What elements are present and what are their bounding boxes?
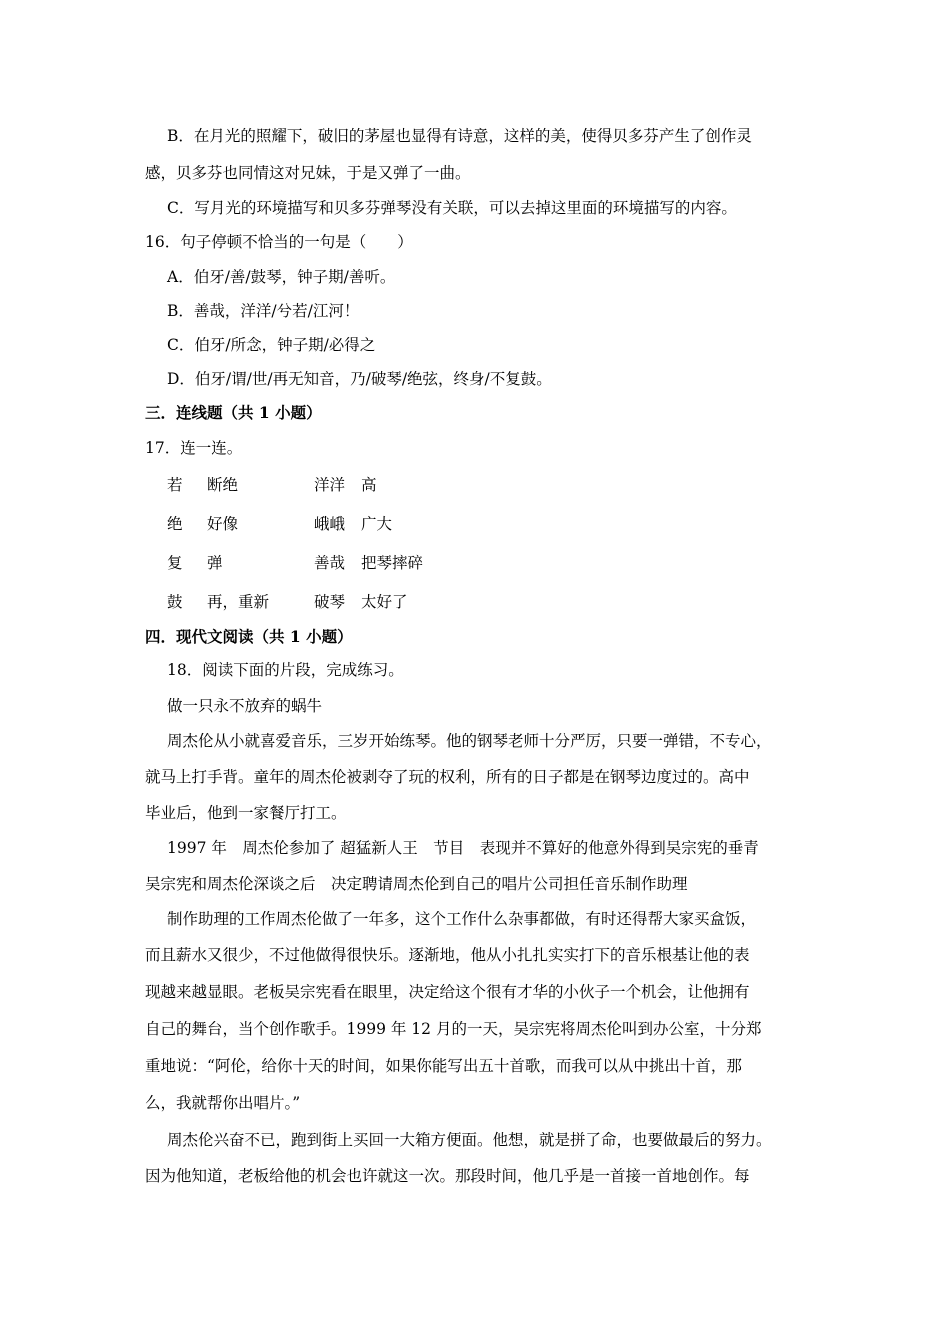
match-cell: 把琴摔碎: [361, 554, 424, 572]
article-line: 因为他知道，老板给他的机会也许就这一次。那段时间，他几乎是一首接一首地创作。每: [145, 1167, 750, 1185]
q17-stem: 17．连一连。: [145, 439, 243, 457]
q15-option-b-line1: B．在月光的照耀下，破旧的茅屋也显得有诗意，这样的美，使得贝多芬产生了创作灵: [167, 127, 752, 145]
match-cell: 洋洋: [314, 476, 346, 494]
q15-option-b-line2: 感，贝多芬也同情这对兄妹，于是又弹了一曲。: [145, 164, 471, 182]
article-line: 毕业后，他到一家餐厅打工。: [145, 804, 347, 822]
match-cell: 鼓: [167, 593, 183, 611]
article-line: 而且薪水又很少，不过他做得很快乐。逐渐地，他从小扎扎实实打下的音乐根基让他的表: [145, 946, 750, 964]
q16-option-d: D．伯牙/谓/世/再无知音，乃/破琴/绝弦，终身/不复鼓。: [167, 370, 552, 388]
q18-stem: 18．阅读下面的片段，完成练习。: [167, 661, 404, 679]
match-cell: 断绝: [207, 476, 239, 494]
section4-title: 四．现代文阅读（共 1 小题）: [145, 627, 353, 646]
match-cell: 绝: [167, 515, 183, 533]
q16-option-a: A．伯牙/善/鼓琴，钟子期/善听。: [167, 268, 396, 286]
article-line: 么，我就帮你出唱片。”: [145, 1094, 301, 1112]
article-line: 自己的舞台，当个创作歌手。1999 年 12 月的一天，吴宗宪将周杰伦叫到办公室，十分郑: [145, 1020, 762, 1038]
q16-option-c: C．伯牙/所念，钟子期/必得之: [167, 336, 376, 354]
q16-stem: 16．句子停顿不恰当的一句是（ ）: [145, 233, 413, 251]
match-cell: 再，重新: [207, 593, 270, 611]
q16-option-b: B．善哉，洋洋/兮若/江河！: [167, 302, 360, 320]
article-title: 做一只永不放弃的蜗牛: [167, 697, 323, 715]
q15-option-c: C．写月光的环境描写和贝多芬弹琴没有关联，可以去掉这里面的环境描写的内容。: [167, 199, 737, 217]
match-cell: 若: [167, 476, 183, 494]
match-cell: 广大: [361, 515, 393, 533]
match-cell: 善哉: [314, 554, 346, 572]
article-line: 1997 年 周杰伦参加了 超猛新人王 节目 表现并不算好的他意外得到吴宗宪的垂青: [167, 839, 759, 857]
match-cell: 复: [167, 554, 183, 572]
article-line: 周杰伦兴奋不已，跑到街上买回一大箱方便面。他想，就是拼了命，也要做最后的努力。: [167, 1131, 772, 1149]
article-line: 制作助理的工作周杰伦做了一年多，这个工作什么杂事都做，有时还得帮大家买盒饭，: [167, 910, 757, 928]
article-line: 现越来越显眼。老板吴宗宪看在眼里，决定给这个很有才华的小伙子一个机会，让他拥有: [145, 983, 750, 1001]
match-cell: 太好了: [361, 593, 408, 611]
match-cell: 好像: [207, 515, 239, 533]
article-line: 就马上打手背。童年的周杰伦被剥夺了玩的权利，所有的日子都是在钢琴边度过的。高中: [145, 768, 750, 786]
section3-title: 三．连线题（共 1 小题）: [145, 403, 322, 422]
article-line: 吴宗宪和周杰伦深谈之后 决定聘请周杰伦到自己的唱片公司担任音乐制作助理: [145, 875, 688, 893]
match-cell: 高: [361, 476, 377, 494]
match-cell: 弹: [207, 554, 223, 572]
article-line: 周杰伦从小就喜爱音乐，三岁开始练琴。他的钢琴老师十分严厉，只要一弹错，不专心，: [167, 732, 772, 750]
match-cell: 峨峨: [314, 515, 346, 533]
match-cell: 破琴: [314, 593, 346, 611]
article-line: 重地说：“阿伦，给你十天的时间，如果你能写出五十首歌，而我可以从中挑出十首，那: [145, 1057, 742, 1075]
